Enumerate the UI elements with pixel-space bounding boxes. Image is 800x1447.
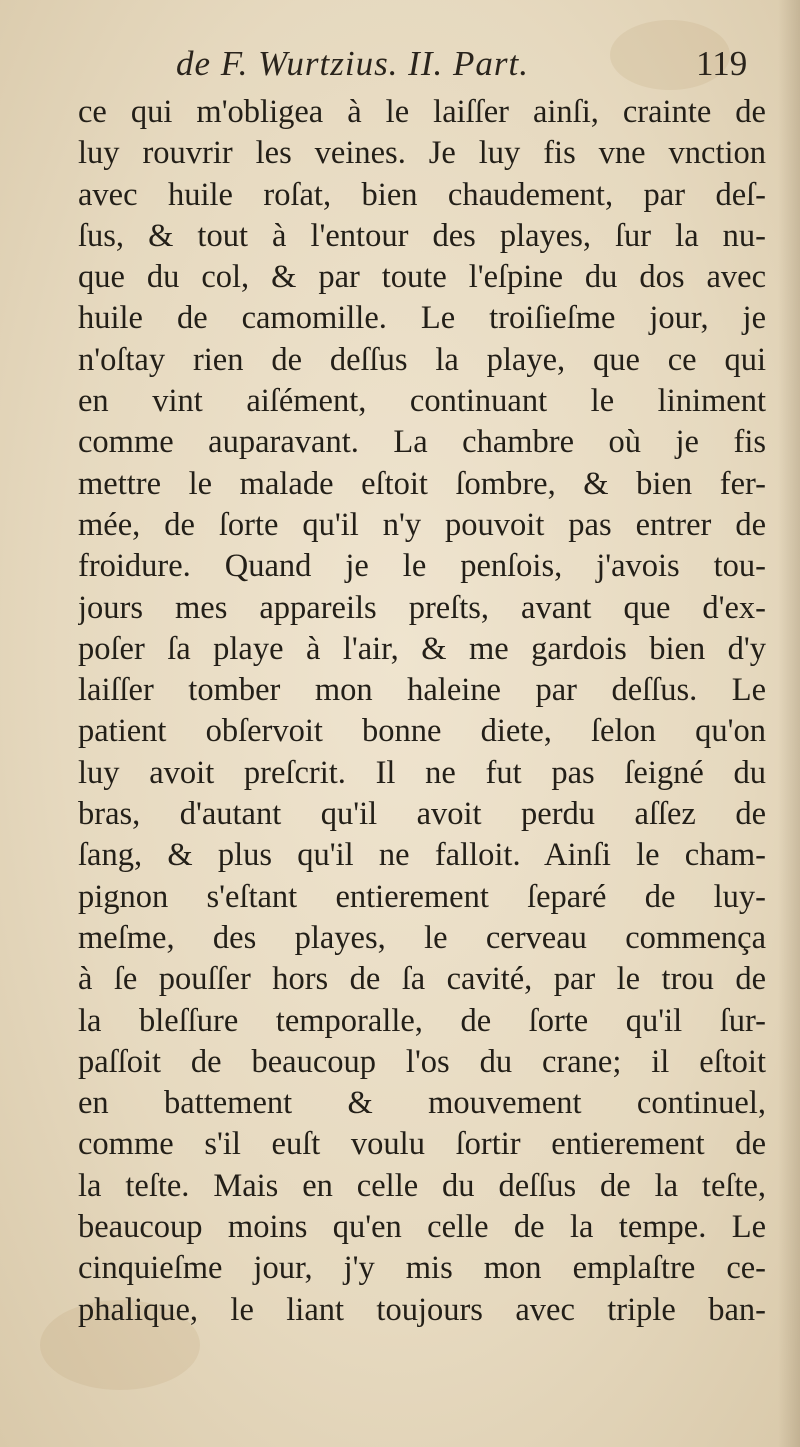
text-line: comme auparavant. La chambre où je fis bbox=[78, 424, 766, 461]
text-line: la bleſſure temporalle, de ſorte qu'il ſur- bbox=[78, 1002, 766, 1039]
text-line: poſer ſa playe à l'air, & me gardois bien d'y bbox=[78, 630, 766, 667]
text-line: paſſoit de beaucoup l'os du crane; il eſtoit bbox=[78, 1043, 766, 1080]
text-line: huile de camomille. Le troiſieſme jour, je bbox=[78, 300, 766, 337]
text-line: pignon s'eſtant entierement ſeparé de luy- bbox=[78, 878, 766, 915]
page-edge-shadow bbox=[778, 0, 800, 1447]
text-line: comme s'il euſt voulu ſortir entierement de bbox=[78, 1126, 766, 1163]
text-line: luy avoit preſcrit. Il ne fut pas ſeigné du bbox=[78, 754, 766, 791]
text-line: la teſte. Mais en celle du deſſus de la teſte, bbox=[78, 1167, 766, 1204]
text-line: cinquieſme jour, j'y mis mon emplaſtre ce- bbox=[78, 1250, 766, 1287]
text-line: ſang, & plus qu'il ne falloit. Ainſi le cham- bbox=[78, 837, 766, 874]
page-number: 119 bbox=[696, 44, 748, 83]
text-line: ſus, & tout à l'entour des playes, ſur la nu- bbox=[78, 217, 766, 254]
text-line: avec huile roſat, bien chaudement, par deſ- bbox=[78, 176, 766, 213]
text-line: en battement & mouvement continuel, bbox=[78, 1085, 766, 1122]
running-title: de F. Wurtzius. II. Part. bbox=[176, 44, 529, 83]
text-line: meſme, des playes, le cerveau commença bbox=[78, 919, 766, 956]
text-line: phalique, le liant toujours avec triple ban- bbox=[78, 1291, 766, 1328]
text-line: mée, de ſorte qu'il n'y pouvoit pas entrer de bbox=[78, 506, 766, 543]
text-line: jours mes appareils preſts, avant que d'ex- bbox=[78, 589, 766, 626]
text-line: en vint aiſément, continuant le liniment bbox=[78, 383, 766, 420]
text-line: que du col, & par toute l'eſpine du dos avec bbox=[78, 259, 766, 296]
text-line: à ſe pouſſer hors de ſa cavité, par le trou de bbox=[78, 961, 766, 998]
running-header bbox=[176, 44, 776, 90]
text-line: bras, d'autant qu'il avoit perdu aſſez de bbox=[78, 796, 766, 833]
text-line: mettre le malade eſtoit ſombre, & bien fer- bbox=[78, 465, 766, 502]
text-line: froidure. Quand je le penſois, j'avois tou- bbox=[78, 548, 766, 585]
text-line: luy rouvrir les veines. Je luy fis vne vnction bbox=[78, 135, 766, 172]
text-line: n'oſtay rien de deſſus la playe, que ce qui bbox=[78, 341, 766, 378]
body-text bbox=[78, 92, 766, 1331]
text-line: ce qui m'obligea à le laiſſer ainſi, crainte de bbox=[78, 94, 766, 130]
text-line: beaucoup moins qu'en celle de la tempe. Le bbox=[78, 1209, 766, 1246]
text-line: patient obſervoit bonne diete, ſelon qu'on bbox=[78, 713, 766, 750]
text-line: laiſſer tomber mon haleine par deſſus. Le bbox=[78, 672, 766, 709]
